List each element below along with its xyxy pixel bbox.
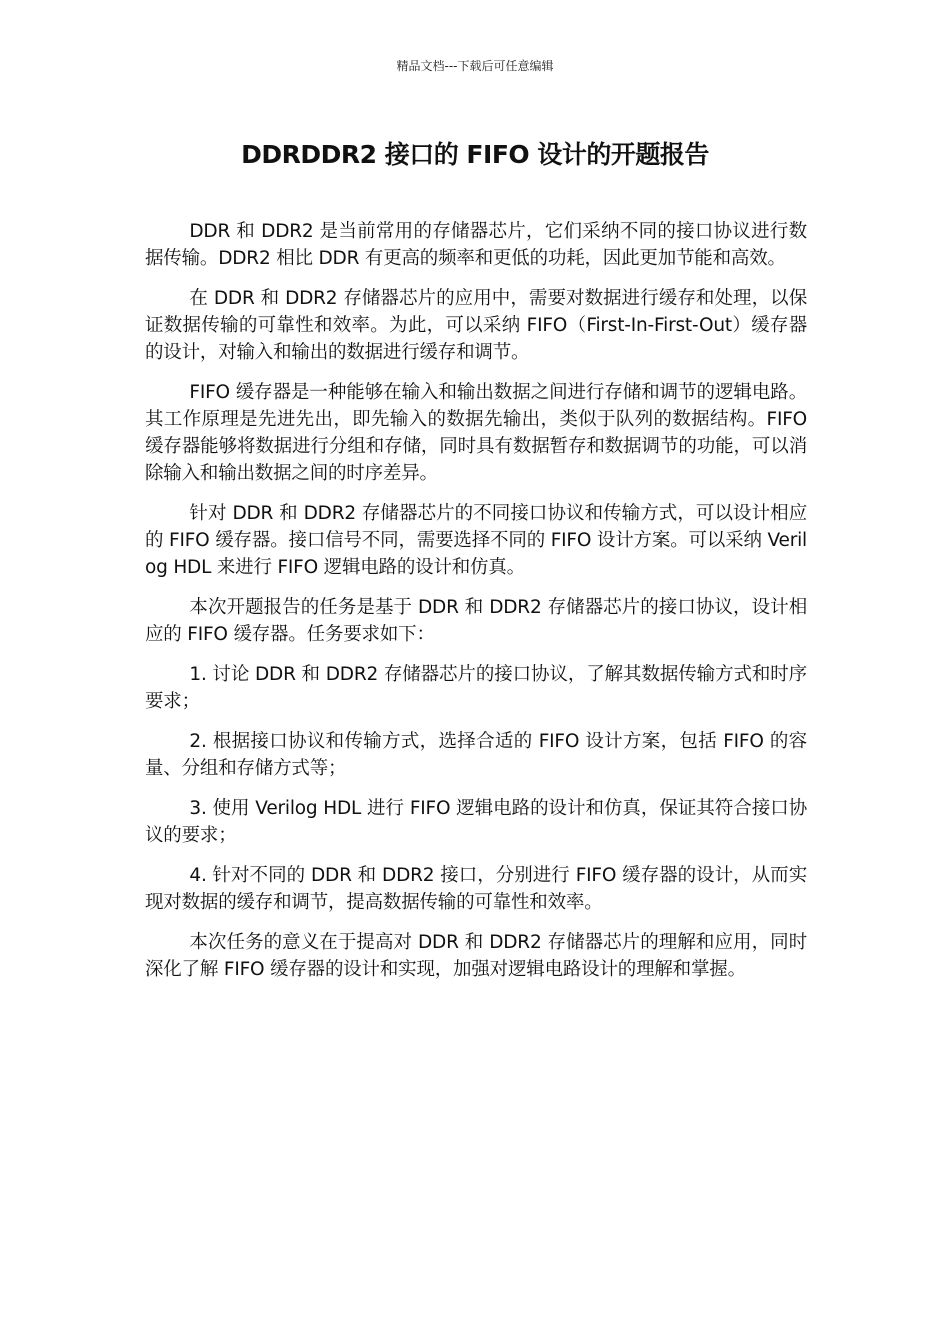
paragraph-fifo-purpose: 在 DDR 和 DDR2 存储器芯片的应用中，需要对数据进行缓存和处理，以保证数据传输的可靠性和效率。为此，可以采纳 FIFO（First-In-First-Out）缓存器的设计，对输入和输出的数据进行缓存和调节。	[145, 288, 807, 363]
paragraph-intro: DDR 和 DDR2 是当前常用的存储器芯片，它们采纳不同的接口协议进行数据传输。DDR2 相比 DDR 有更高的频率和更低的功耗，因此更加节能和高效。	[145, 221, 807, 269]
requirement-item-1: 1. 讨论 DDR 和 DDR2 存储器芯片的接口协议，了解其数据传输方式和时序要求；	[145, 664, 807, 712]
requirement-item-4: 4. 针对不同的 DDR 和 DDR2 接口，分别进行 FIFO 缓存器的设计，从而实现对数据的缓存和调节，提高数据传输的可靠性和效率。	[145, 865, 807, 913]
paragraph-fifo-principle: FIFO 缓存器是一种能够在输入和输出数据之间进行存储和调节的逻辑电路。其工作原理是先进先出，即先输入的数据先输出，类似于队列的数据结构。FIFO 缓存器能够将数据进行分组和存储，同时具有数据暂存和数据调节的功能，可以消除输入和输出数据之间的时序差异。	[145, 382, 807, 484]
document-title: DDRDDR2 接口的 FIFO 设计的开题报告	[241, 140, 709, 169]
paragraph-significance: 本次任务的意义在于提高对 DDR 和 DDR2 存储器芯片的理解和应用，同时深化了解 FIFO 缓存器的设计和实现，加强对逻辑电路设计的理解和掌握。	[145, 932, 807, 980]
requirement-item-2: 2. 根据接口协议和传输方式，选择合适的 FIFO 设计方案，包括 FIFO 的容量、分组和存储方式等；	[145, 731, 807, 779]
document-body	[145, 218, 807, 996]
requirement-item-3: 3. 使用 Verilog HDL 进行 FIFO 逻辑电路的设计和仿真，保证其符合接口协议的要求；	[145, 798, 807, 846]
page-header-note: 精品文档---下载后可任意编辑	[396, 59, 554, 73]
paragraph-task-overview: 本次开题报告的任务是基于 DDR 和 DDR2 存储器芯片的接口协议，设计相应的 FIFO 缓存器。任务要求如下：	[145, 597, 807, 645]
paragraph-design-approach: 针对 DDR 和 DDR2 存储器芯片的不同接口协议和传输方式，可以设计相应的 FIFO 缓存器。接口信号不同，需要选择不同的 FIFO 设计方案。可以采纳 Verilog HDL 来进行 FIFO 逻辑电路的设计和仿真。	[145, 503, 807, 578]
